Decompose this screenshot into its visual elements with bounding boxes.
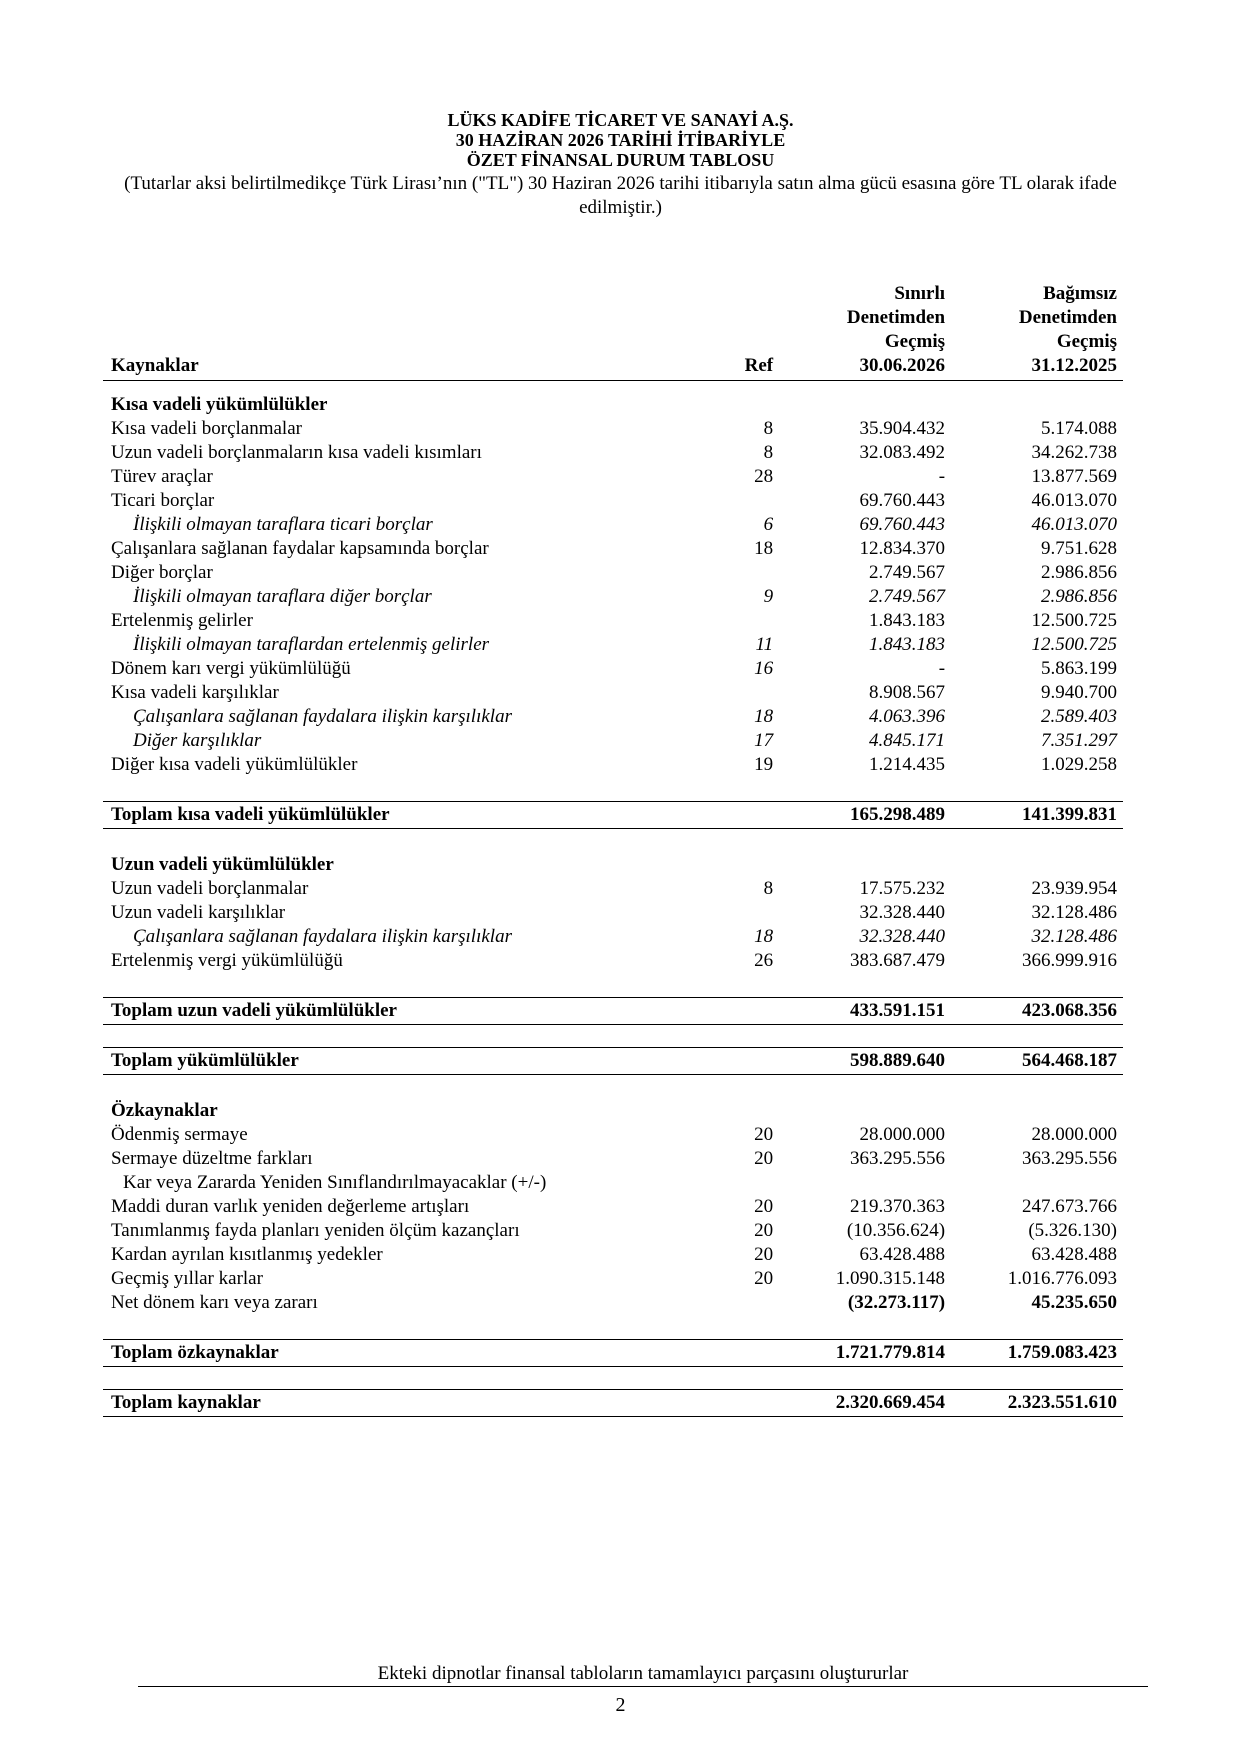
row-value-current: 383.687.479 [850,950,946,971]
row-ref [684,1099,773,1123]
page-number: 2 [615,1694,626,1716]
row-ref [684,1315,773,1340]
row-ref [684,777,773,802]
table-row [103,1291,1123,1315]
section-heading-row [103,1099,1123,1123]
row-value-prior: 12.500.725 [1031,610,1117,631]
total-row [103,802,1123,829]
row-label: Diğer borçlar [111,562,213,583]
row-ref [684,681,773,705]
row-label: Ticari borçlar [111,490,215,511]
row-label: Net dönem karı veya zararı [111,1292,318,1313]
row-value-current: 63.428.488 [859,1244,946,1265]
spacer-row [103,1025,1123,1048]
row-ref [684,829,773,854]
row-value-prior [945,1171,1123,1195]
row-ref: 28 [754,466,774,487]
table-row [103,949,1123,973]
column-header-line: Geçmiş [884,331,946,352]
row-value-current: 1.843.183 [869,610,946,631]
row-value-current [773,1171,945,1195]
row-value-prior [945,1315,1123,1340]
row-ref [684,1367,773,1390]
row-value-current: 4.845.171 [869,730,946,751]
row-value-prior: 9.940.700 [1041,682,1117,703]
column-header-line: 30.06.2026 [859,355,946,376]
row-label: İlişkili olmayan taraflardan ertelenmiş gelirler [133,634,490,655]
spacer-row [103,1367,1123,1390]
table-row [103,1243,1123,1267]
row-ref: 20 [754,1124,774,1145]
row-ref: 26 [754,950,774,971]
table-row [103,1195,1123,1219]
row-label: Sermaye düzeltme farkları [111,1148,313,1169]
row-ref [684,1340,773,1367]
row-ref: 8 [763,418,774,439]
row-value-prior: 1.029.258 [1041,754,1117,775]
row-label: Özkaynaklar [111,1100,218,1121]
row-label: Ertelenmiş gelirler [111,610,253,631]
report-date-line: 30 HAZİRAN 2026 TARİHİ İTİBARİYLE [455,130,786,150]
row-value-current: - [938,466,946,487]
row-value-current: 35.904.432 [859,418,946,439]
table-row [103,1267,1123,1291]
row-ref: 20 [754,1268,774,1289]
row-label [103,1075,684,1100]
table-row [103,729,1123,753]
table-row [103,513,1123,537]
row-value-current: 32.083.492 [859,442,946,463]
row-ref [684,973,773,998]
row-ref: 20 [754,1220,774,1241]
row-value-prior: 564.468.187 [945,1048,1123,1075]
table-row [103,681,1123,705]
row-value-current: 1.090.315.148 [835,1268,946,1289]
row-ref [684,1291,773,1315]
row-value-current: 1.214.435 [869,754,946,775]
spacer-row [103,777,1123,802]
row-value-prior [945,777,1123,802]
table-row [103,417,1123,441]
table-row [103,1219,1123,1243]
row-value-current [773,1075,945,1100]
row-ref: 8 [763,878,774,899]
row-value-prior [945,829,1123,854]
row-value-prior: 2.589.403 [1041,706,1117,727]
table-row [103,1147,1123,1171]
row-value-prior: 2.323.551.610 [945,1390,1123,1417]
row-value-prior: 7.351.297 [1041,730,1117,751]
row-value-prior: 366.999.916 [1022,950,1117,971]
row-value-prior [945,393,1123,417]
row-value-current: 2.320.669.454 [773,1390,945,1417]
row-ref: 18 [754,926,774,947]
row-value-prior [945,853,1123,877]
row-ref: 6 [763,514,774,535]
row-ref [684,901,773,925]
row-value-prior: 141.399.831 [945,802,1123,829]
row-value-prior: 1.759.083.423 [945,1340,1123,1367]
row-label: Toplam uzun vadeli yükümlülükler [103,998,684,1025]
row-value-current: 69.760.443 [859,490,946,511]
section-heading-row [103,393,1123,417]
row-value-current: 69.760.443 [859,514,946,535]
row-value-prior [945,1099,1123,1123]
row-label [103,973,684,998]
spacer-row [103,1315,1123,1340]
row-label: Ertelenmiş vergi yükümlülüğü [111,950,343,971]
row-label: Maddi duran varlık yeniden değerleme artışları [111,1196,470,1217]
column-header-period-current [773,282,945,381]
row-ref [684,1171,773,1195]
row-value-current: 1.721.779.814 [773,1340,945,1367]
row-label: İlişkili olmayan taraflara diğer borçlar [133,586,432,607]
row-label: Kısa vadeli borçlanmalar [111,418,302,439]
table-row [103,609,1123,633]
row-ref: 16 [754,658,774,679]
total-row [103,1390,1123,1417]
row-label: Toplam kaynaklar [103,1390,684,1417]
row-value-current [773,1315,945,1340]
row-value-current: 12.834.370 [859,538,946,559]
table-row [103,561,1123,585]
table-row [103,1171,1123,1195]
table-row [103,441,1123,465]
row-value-prior: 2.986.856 [1041,586,1117,607]
table-row [103,537,1123,561]
table-row [103,585,1123,609]
row-value-current: 4.063.396 [869,706,946,727]
spacer-row [103,829,1123,854]
row-value-current [773,973,945,998]
row-ref: 20 [754,1196,774,1217]
row-ref [684,1075,773,1100]
row-label [103,1367,684,1390]
row-value-prior: 28.000.000 [1031,1124,1117,1145]
financial-position-table [103,282,1123,1417]
row-value-current: 32.328.440 [859,926,946,947]
row-label: Toplam yükümlülükler [103,1048,684,1075]
row-value-current [773,853,945,877]
row-value-prior [945,1025,1123,1048]
row-ref [684,802,773,829]
row-ref [684,489,773,513]
footer-note: Ekteki dipnotlar finansal tabloların tamamlayıcı parçasını oluştururlar [138,1662,1148,1687]
row-value-prior: 247.673.766 [1022,1196,1117,1217]
row-label: Çalışanlara sağlanan faydalara ilişkin karşılıklar [133,706,512,727]
row-ref [684,998,773,1025]
row-value-prior: 32.128.486 [1031,902,1117,923]
table-row [103,1123,1123,1147]
column-header-line: Geçmiş [1056,331,1117,352]
row-label [103,1025,684,1048]
row-value-current: 598.889.640 [773,1048,945,1075]
row-value-current: 219.370.363 [850,1196,946,1217]
row-value-prior [945,973,1123,998]
row-value-prior: 63.428.488 [1031,1244,1117,1265]
row-ref: 18 [754,706,774,727]
row-label: Çalışanlara sağlanan faydalar kapsamında borçlar [111,538,489,559]
row-value-current: 17.575.232 [859,878,946,899]
row-label: Kısa vadeli yükümlülükler [111,394,328,415]
row-label: Toplam kısa vadeli yükümlülükler [103,802,684,829]
row-value-current: 2.749.567 [869,586,946,607]
row-value-current: 165.298.489 [773,802,945,829]
row-value-current [773,1367,945,1390]
row-label: Geçmiş yıllar karlar [111,1268,263,1289]
table-row [103,465,1123,489]
row-label: Kardan ayrılan kısıtlanmış yedekler [111,1244,383,1265]
row-ref [684,853,773,877]
row-ref [684,561,773,585]
column-header-period-prior [945,282,1123,381]
row-label: Uzun vadeli yükümlülükler [111,854,334,875]
row-label: Çalışanlara sağlanan faydalara ilişkin karşılıklar [133,926,512,947]
row-value-prior [945,1075,1123,1100]
row-value-prior: (5.326.130) [1028,1220,1117,1241]
row-ref: 20 [754,1148,774,1169]
row-value-prior: 34.262.738 [1031,442,1117,463]
spacer-row [103,973,1123,998]
column-header-ref: Ref [684,282,773,381]
row-value-prior: 5.863.199 [1041,658,1117,679]
table-row [103,489,1123,513]
row-value-prior: 9.751.628 [1041,538,1117,559]
table-row [103,753,1123,777]
row-label: Toplam özkaynaklar [103,1340,684,1367]
document-header [0,110,1241,220]
row-label [103,829,684,854]
row-value-current: 2.749.567 [869,562,946,583]
row-value-current: 28.000.000 [859,1124,946,1145]
table-row [103,925,1123,949]
row-value-prior: 363.295.556 [1022,1148,1117,1169]
row-ref [684,1025,773,1048]
row-ref: 8 [763,442,774,463]
row-label: Diğer karşılıklar [133,730,262,751]
row-ref [684,1048,773,1075]
row-value-prior: 23.939.954 [1031,878,1117,899]
total-row [103,998,1123,1025]
header-spacer [103,381,1123,394]
row-ref [684,609,773,633]
table-row [103,633,1123,657]
row-label: Uzun vadeli borçlanmaların kısa vadeli kısımları [111,442,482,463]
column-header-line: Denetimden [1018,307,1117,328]
row-value-current [773,393,945,417]
row-ref: 18 [754,538,774,559]
table-row [103,657,1123,681]
row-value-current: 32.328.440 [859,902,946,923]
report-title: ÖZET FİNANSAL DURUM TABLOSU [466,150,775,170]
currency-note: (Tutarlar aksi belirtilmedikçe Türk Lirası’nın ("TL") 30 Haziran 2026 tarihi itibarıyla satın alma gücü esasına göre TL olarak ifade edilmiştir.) [124,173,1117,218]
row-ref [684,1390,773,1417]
row-label: İlişkili olmayan taraflara ticari borçlar [133,514,433,535]
row-value-current: (10.356.624) [846,1220,946,1241]
row-value-current [773,1099,945,1123]
row-value-current [773,1025,945,1048]
row-ref: 19 [754,754,774,775]
table-row [103,877,1123,901]
table-header-row [103,282,1123,381]
row-value-prior: 1.016.776.093 [1007,1268,1117,1289]
row-value-prior: 12.500.725 [1031,634,1117,655]
table-row [103,705,1123,729]
row-value-prior: 45.235.650 [1031,1292,1117,1313]
row-value-prior [945,1367,1123,1390]
row-label: Türev araçlar [111,466,213,487]
row-value-current [773,777,945,802]
row-ref: 20 [754,1244,774,1265]
row-value-prior: 46.013.070 [1031,514,1117,535]
row-ref: 11 [755,634,774,655]
company-name: LÜKS KADİFE TİCARET VE SANAYİ A.Ş. [447,110,794,130]
table-row [103,901,1123,925]
row-value-prior: 13.877.569 [1031,466,1117,487]
row-label: Ödenmiş sermaye [111,1124,248,1145]
row-ref [684,393,773,417]
row-label [103,777,684,802]
row-value-current: 1.843.183 [869,634,946,655]
column-header-line: 31.12.2025 [1031,355,1117,376]
row-label: Kar veya Zararda Yeniden Sınıflandırılmayacaklar (+/-) [123,1172,547,1193]
row-value-prior: 2.986.856 [1041,562,1117,583]
row-label: Uzun vadeli borçlanmalar [111,878,309,899]
row-value-prior: 32.128.486 [1031,926,1117,947]
row-value-current [773,829,945,854]
row-label: Kısa vadeli karşılıklar [111,682,279,703]
total-row [103,1340,1123,1367]
row-value-prior: 5.174.088 [1041,418,1117,439]
column-header-line: Bağımsız [1043,283,1117,304]
total-row [103,1048,1123,1075]
row-value-current: - [938,658,946,679]
row-value-current: 433.591.151 [773,998,945,1025]
row-ref: 9 [763,586,774,607]
column-header-line: Sınırlı [894,283,946,304]
row-label: Dönem karı vergi yükümlülüğü [111,658,351,679]
row-value-prior: 423.068.356 [945,998,1123,1025]
column-header-line: Denetimden [846,307,946,328]
row-label [103,1315,684,1340]
row-label: Diğer kısa vadeli yükümlülükler [111,754,358,775]
section-heading-row [103,853,1123,877]
row-value-prior: 46.013.070 [1031,490,1117,511]
spacer-row [103,1075,1123,1100]
row-label: Tanımlanmış fayda planları yeniden ölçüm kazançları [111,1220,520,1241]
column-header-label: Kaynaklar [103,282,684,381]
row-value-current: 363.295.556 [850,1148,946,1169]
row-label: Uzun vadeli karşılıklar [111,902,286,923]
row-value-current: 8.908.567 [869,682,946,703]
row-ref: 17 [754,730,774,751]
row-value-current: (32.273.117) [847,1292,946,1313]
